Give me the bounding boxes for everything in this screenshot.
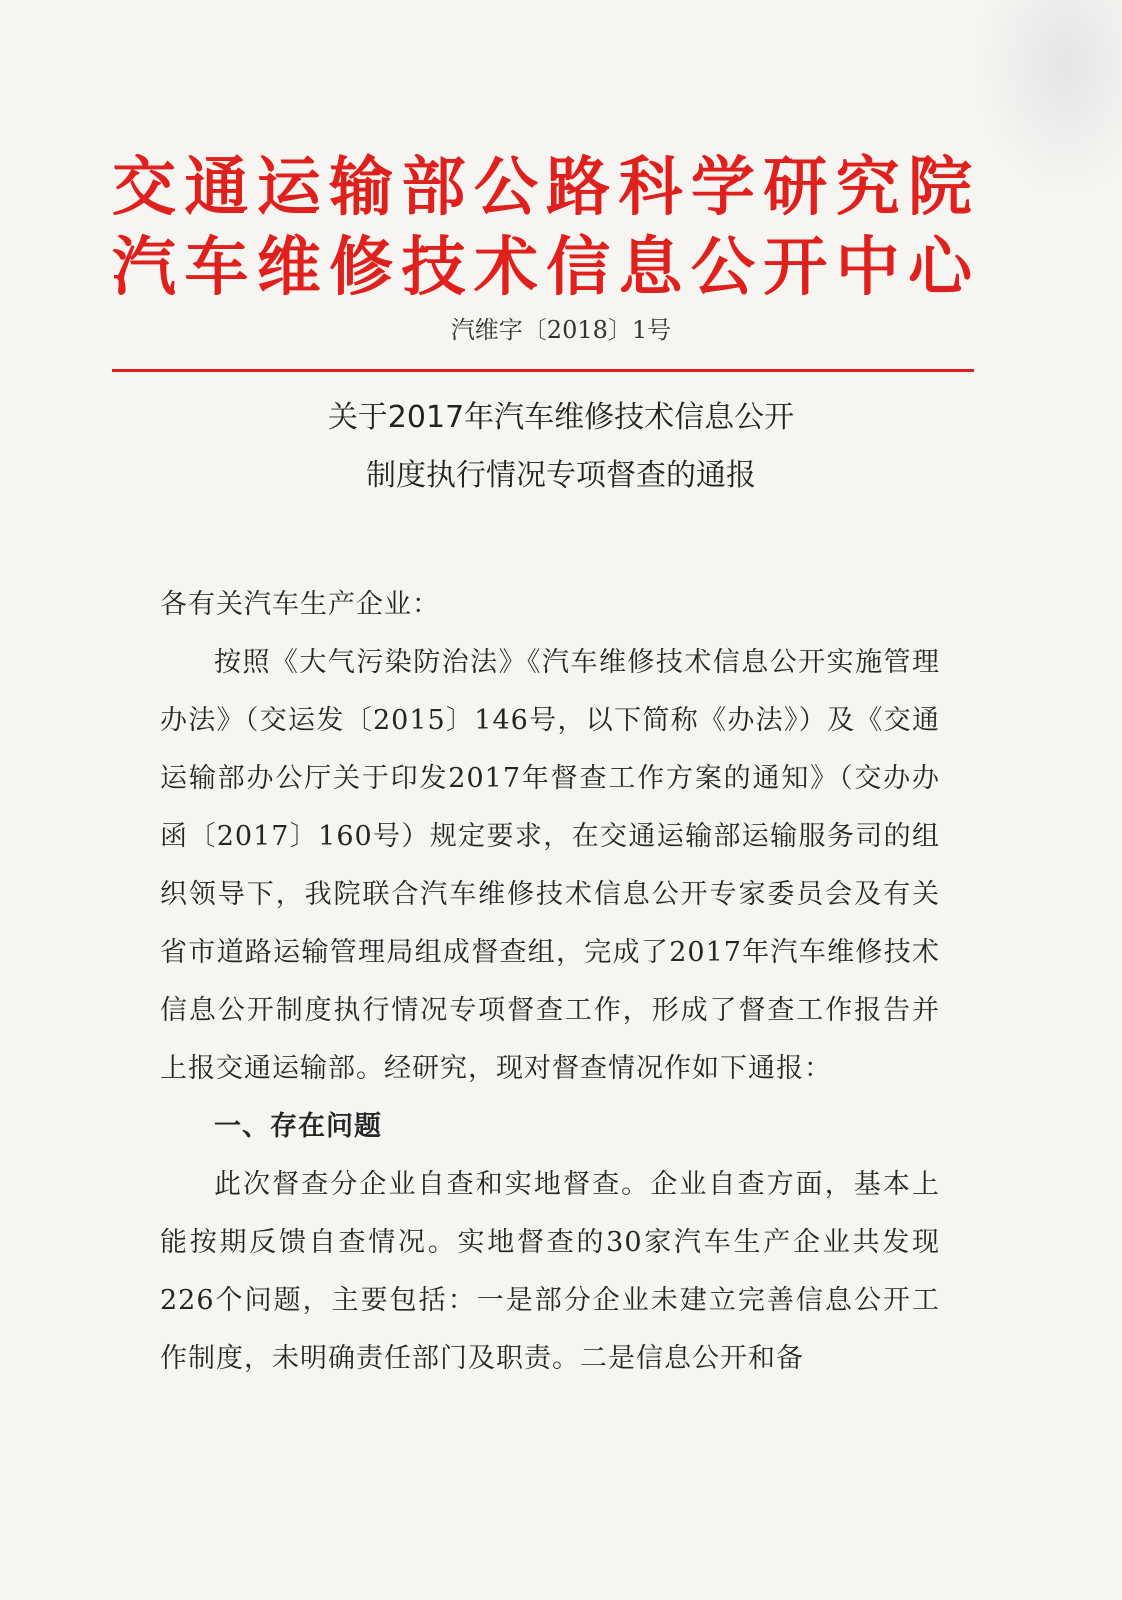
document-body bbox=[160, 576, 940, 1388]
title-line-1: 关于2017年汽车维修技术信息公开 bbox=[327, 400, 795, 435]
letterhead-line-2: 汽车维修技术信息公开中心 bbox=[112, 231, 972, 305]
paragraph-intro: 按照《大气污染防治法》《汽车维修技术信息公开实施管理办法》（交运发〔2015〕146号，以下简称《办法》）及《交通运输部办公厅关于印发2017年督查工作方案的通知》（交办办函〔2017〕160号）规定要求，在交通运输部运输服务司的组织领导下，我院联合汽车维修技术信息公开专家委员会及有关省市道路运输管理局组成督查组，完成了2017年汽车维修技术信息公开制度执行情况专项督查工作，形成了督查工作报告并上报交通运输部。经研究，现对督查情况作如下通报： bbox=[160, 647, 940, 1084]
paragraph-problems: 此次督查分企业自查和实地督查。企业自查方面，基本上能按期反馈自查情况。实地督查的30家汽车生产企业共发现226个问题，主要包括：一是部分企业未建立完善信息公开工作制度，未明确责任部门及职责。二是信息公开和备 bbox=[160, 1169, 940, 1374]
letterhead-line-1: 交通运输部公路科学研究院 bbox=[112, 151, 972, 225]
salutation: 各有关汽车生产企业： bbox=[160, 589, 440, 620]
title-line-2: 制度执行情况专项督查的通报 bbox=[366, 458, 756, 493]
document-number: 汽维字〔2018〕1号 bbox=[450, 316, 672, 344]
red-divider-line bbox=[112, 369, 974, 372]
section-heading-problems: 一、存在问题 bbox=[214, 1111, 382, 1142]
